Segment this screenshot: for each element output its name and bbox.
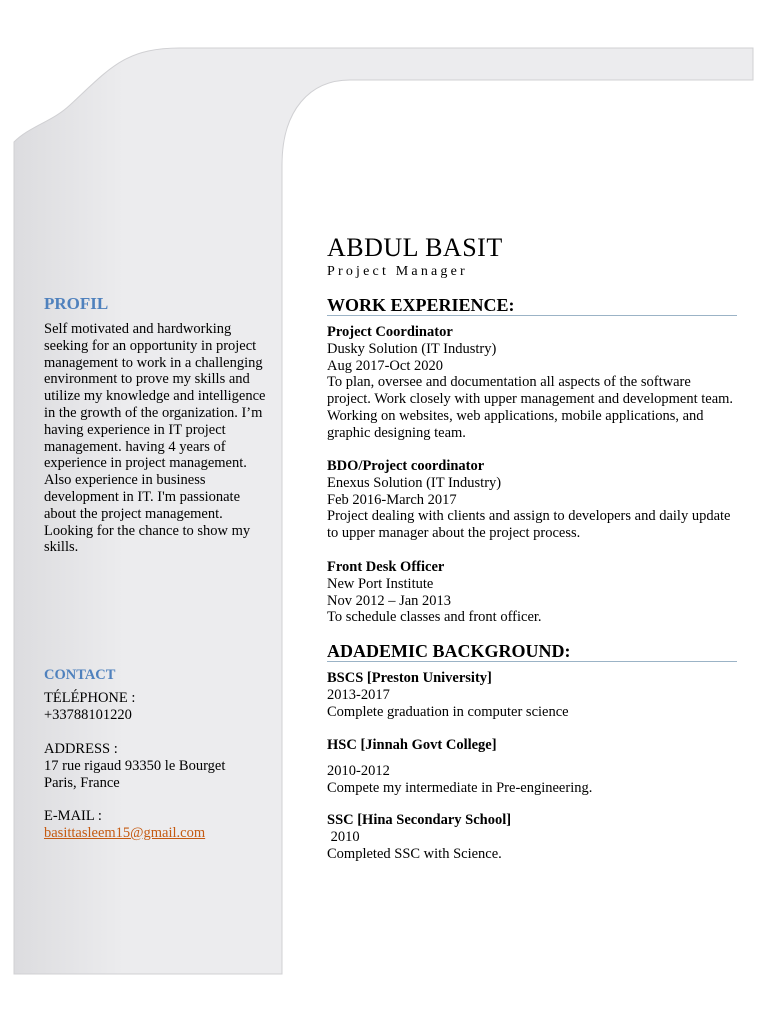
address-label: ADDRESS : (44, 741, 118, 757)
education-dates: 2010 (327, 828, 360, 845)
job-title: Front Desk Officer (327, 559, 445, 575)
job-company: New Port Institute (327, 575, 434, 592)
education-entry (327, 737, 737, 796)
education-description: Compete my intermediate in Pre-engineering. (327, 779, 593, 796)
job-description: To schedule classes and front officer. (327, 609, 542, 626)
phone-number: +33788101220 (44, 706, 132, 723)
address-block (44, 741, 225, 791)
academic-heading-rule (327, 661, 737, 662)
job-entry (327, 559, 737, 626)
contact-heading: CONTACT (44, 667, 116, 683)
job-entry (327, 324, 737, 442)
job-title: Project Coordinator (327, 324, 453, 340)
job-company: Enexus Solution (IT Industry) (327, 474, 502, 491)
education-entry (327, 812, 737, 862)
job-dates: Feb 2016-March 2017 (327, 491, 457, 508)
education-title: HSC [Jinnah Govt College] (327, 737, 497, 753)
work-experience-heading: WORK EXPERIENCE: (327, 295, 515, 315)
education-description: Completed SSC with Science. (327, 845, 502, 862)
job-title: Project Manager (327, 264, 468, 279)
phone-block (44, 690, 135, 724)
job-dates: Aug 2017-Oct 2020 (327, 357, 443, 374)
academic-background-heading: ADADEMIC BACKGROUND: (327, 641, 571, 661)
address-line-1: 17 rue rigaud 93350 le Bourget (44, 757, 226, 774)
phone-label: TÉLÉPHONE : (44, 690, 136, 706)
education-title: SSC [Hina Secondary School] (327, 812, 512, 828)
address-line-2: Paris, France (44, 774, 120, 791)
education-dates: 2010-2012 (327, 762, 390, 779)
email-link[interactable]: basittasleem15@gmail.com (44, 824, 206, 841)
candidate-name: ABDUL BASIT (327, 233, 503, 262)
job-description: To plan, oversee and documentation all aspects of the software project. Work closely with upper management and development team. Working on websites, web applications, mobile applications, and graphic designing team. (327, 374, 734, 441)
education-title: BSCS [Preston University] (327, 670, 492, 686)
work-heading-rule (327, 315, 737, 316)
job-title: BDO/Project coordinator (327, 458, 485, 474)
profil-text: Self motivated and hardworking seeking for an opportunity in project management to work in a challenging environment to prove my skills and utilize my knowledge and intelligence in the growth of the organization. I’m having experience in IT project management. having 4 years of experience in project management. Also experience in business development in IT. I'm passionate about the project management. Looking for the chance to show my skills. (44, 321, 266, 556)
email-label: E-MAIL : (44, 808, 102, 824)
job-entry (327, 458, 737, 542)
education-entry (327, 670, 737, 720)
education-dates: 2013-2017 (327, 686, 390, 703)
email-block (44, 808, 205, 842)
profil-heading: PROFIL (44, 294, 109, 313)
education-description: Complete graduation in computer science (327, 703, 569, 720)
job-dates: Nov 2012 – Jan 2013 (327, 592, 452, 609)
job-description: Project dealing with clients and assign to developers and daily update to upper manager about the project process. (327, 508, 731, 542)
job-company: Dusky Solution (IT Industry) (327, 340, 497, 357)
